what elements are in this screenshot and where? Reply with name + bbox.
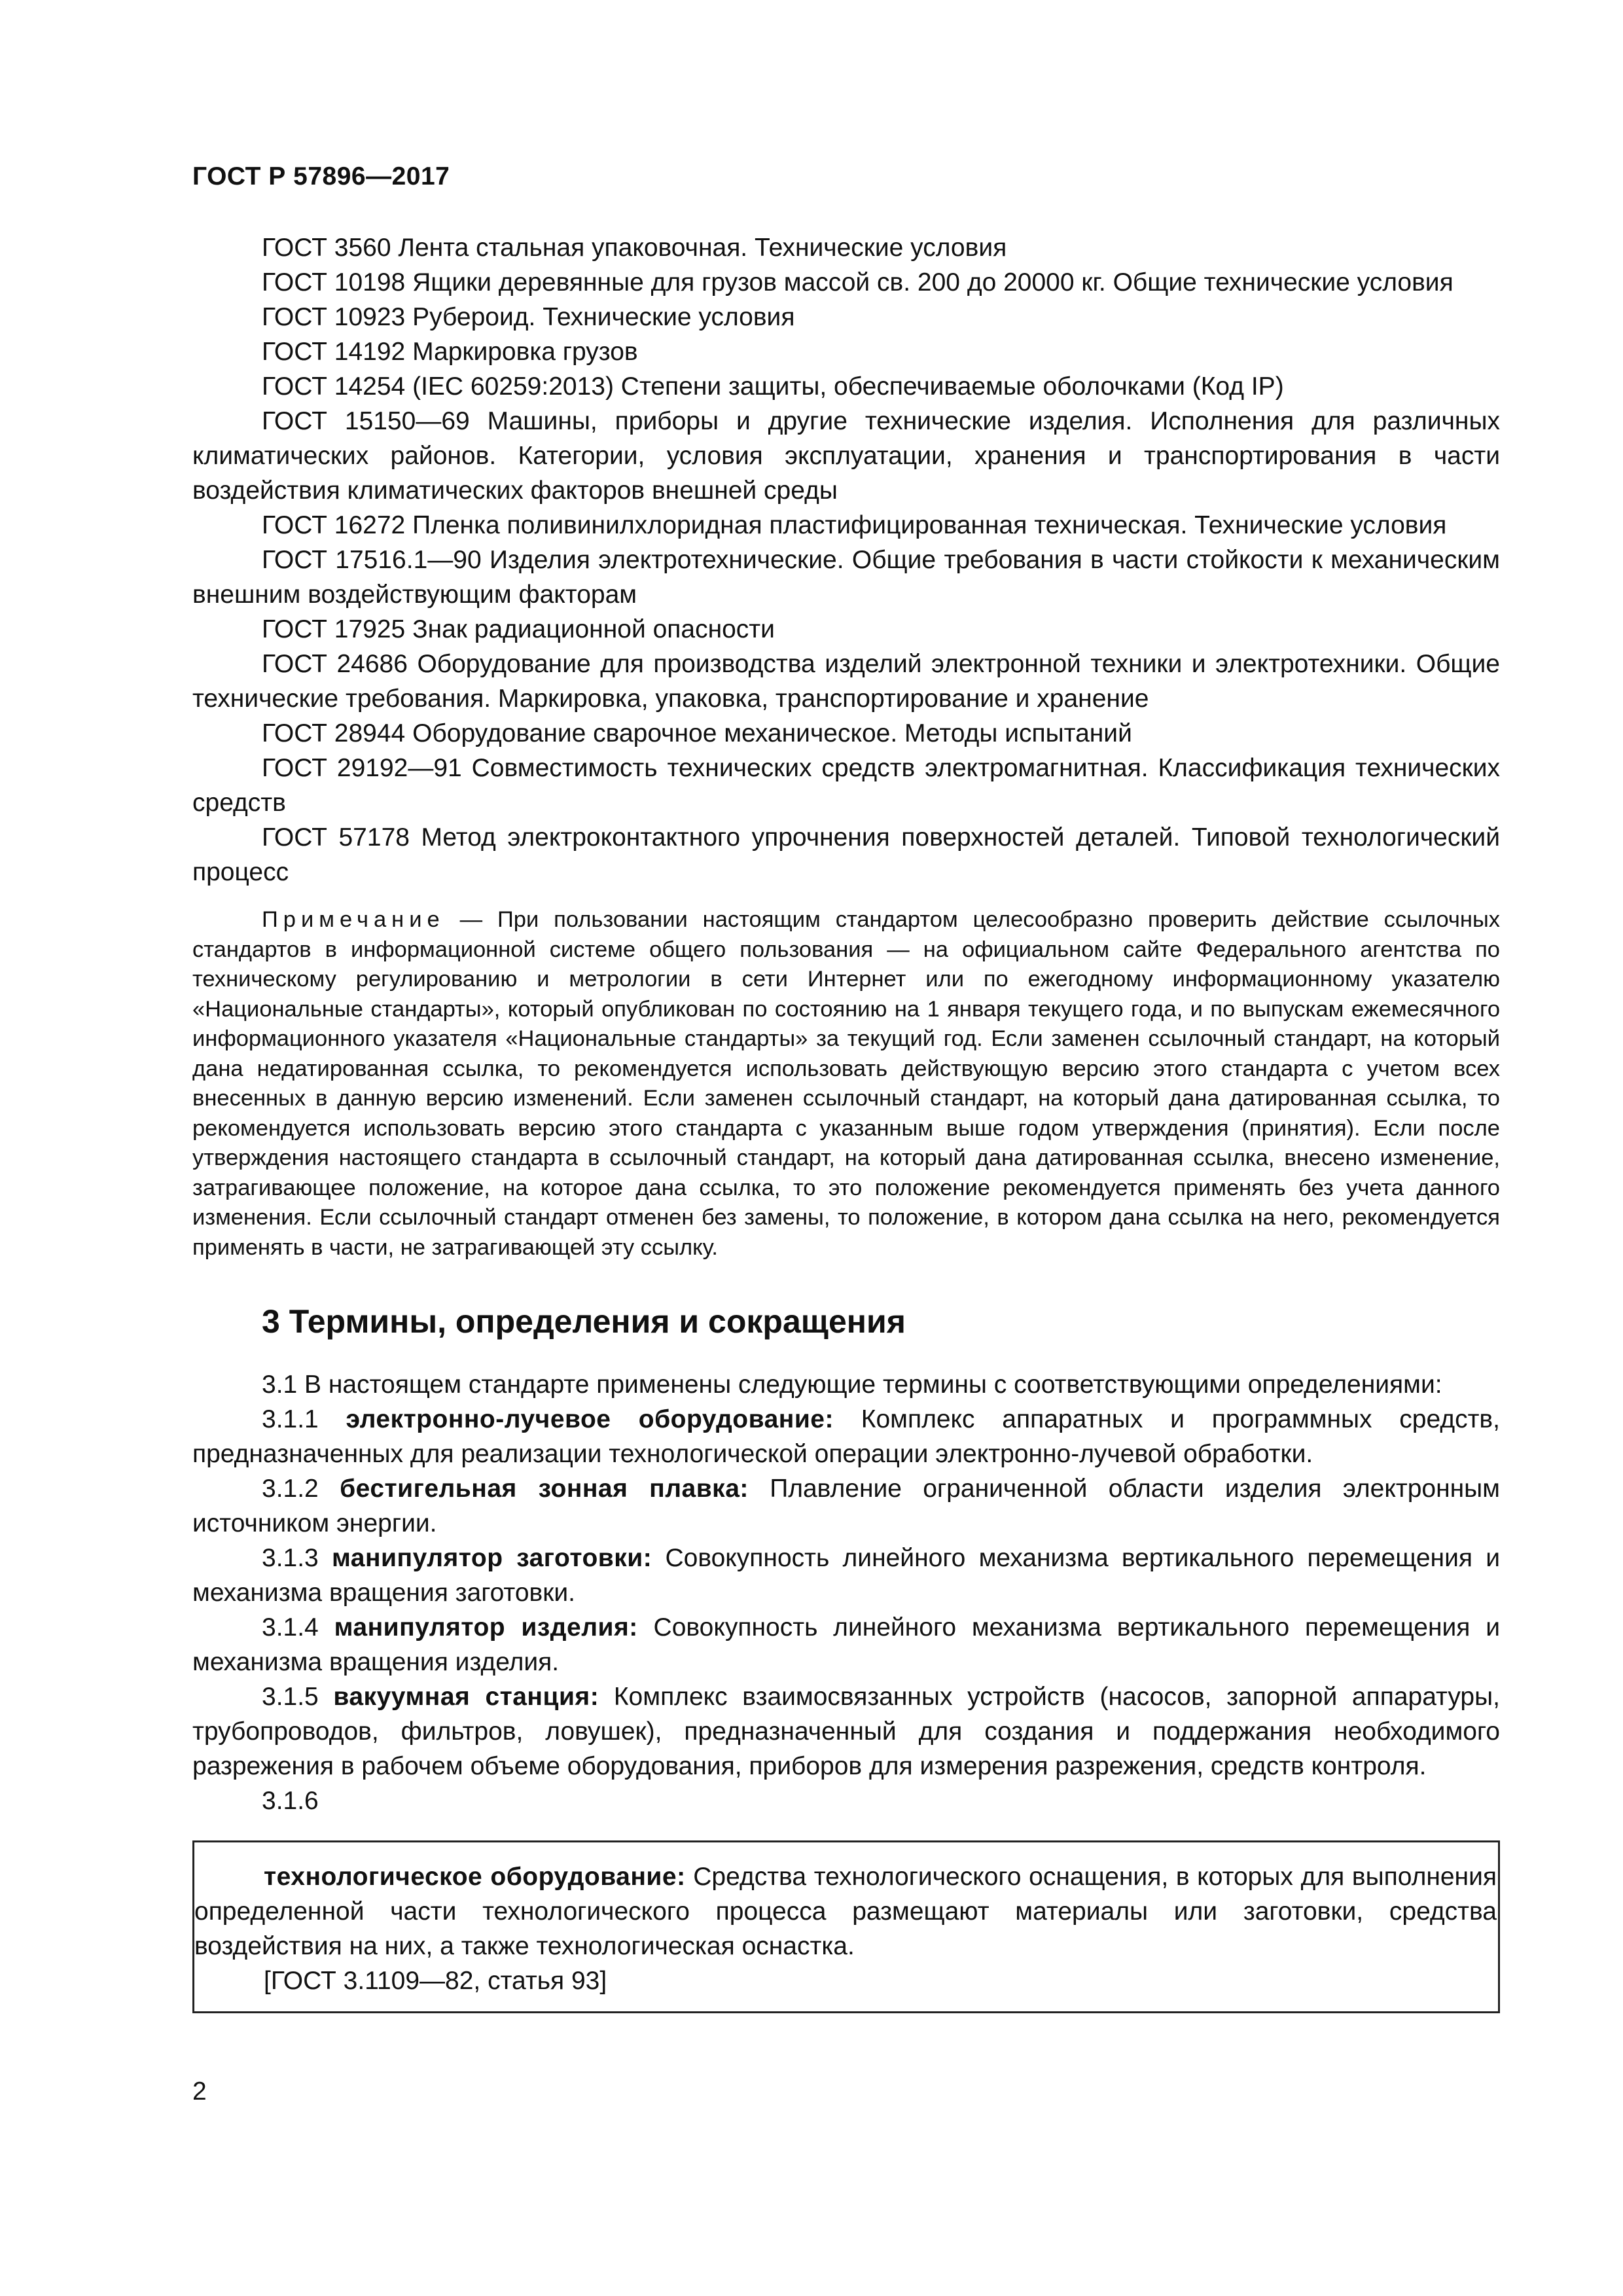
term-number: 3.1.5 (262, 1683, 319, 1711)
section-heading: 3 Термины, определения и сокращения (262, 1303, 906, 1340)
reference-item: ГОСТ 28944 Оборудование сварочное механическое. Методы испытаний (262, 719, 1132, 747)
note-label: Примечание (262, 907, 445, 932)
term-number: 3.1.1 (262, 1405, 319, 1433)
term-definition: Совокупность линейного механизма вертикального перемещения и механизма вращения заготовки. (192, 1544, 1500, 1607)
term-name: манипулятор заготовки: (331, 1544, 652, 1572)
normative-references-list (192, 230, 1500, 889)
reference-item: ГОСТ 10198 Ящики деревянные для грузов массой св. 200 до 20000 кг. Общие технические условия (262, 268, 1454, 296)
reference-item: ГОСТ 17925 Знак радиационной опасности (262, 615, 775, 643)
term-name: бестигельная зонная плавка: (340, 1475, 749, 1503)
reference-item: ГОСТ 17516.1—90 Изделия электротехнические. Общие требования в части стойкости к механическим внешним воздействующим факторам (192, 546, 1500, 609)
terms-intro: 3.1 В настоящем стандарте применены следующие термины с соответствующими определениями: (262, 1371, 1442, 1399)
term-entry (192, 1471, 1500, 1541)
term-number: 3.1.4 (262, 1613, 319, 1641)
page-content (192, 230, 1500, 2013)
term-definition: Комплекс взаимосвязанных устройств (насосов, запорной аппаратуры, трубопроводов, фильтров, ловушек), предназначенный для создания и поддержания необходимого разрежения в рабочем объеме оборудования, приборов для измерения разрежения, средств контроля. (192, 1683, 1500, 1780)
reference-item: ГОСТ 14254 (IEC 60259:2013) Степени защиты, обеспечиваемые оболочками (Код IP) (262, 372, 1284, 401)
reference-item: ГОСТ 29192—91 Совместимость технических средств электромагнитная. Классификация технических средств (192, 754, 1500, 817)
term-name: электронно-лучевое оборудование: (346, 1405, 834, 1433)
term-definition: Совокупность линейного механизма вертикального перемещения и механизма вращения изделия. (192, 1613, 1501, 1676)
reference-item: ГОСТ 14192 Маркировка грузов (262, 338, 638, 366)
reference-item: ГОСТ 10923 Рубероид. Технические условия (262, 303, 795, 331)
term-number: 3.1.2 (262, 1475, 319, 1503)
document-header-code: ГОСТ Р 57896—2017 (192, 162, 450, 190)
term-name: технологическое оборудование: (264, 1863, 686, 1891)
note-text: — При пользовании настоящим стандартом целесообразно проверить действие ссылочных стандартов в информационной системе общего пользования — на официальном сайте Федерального агентства по техническому регулированию и метрологии в сети Интернет или по ежегодному информационному указателю «Национальные стандарты», который опубликован по состоянию на 1 января текущего года, и по выпускам ежемесячного информационного указателя «Национальные стандарты» за текущий год. Если заменен ссылочный стандарт, на который дана недатированная ссылка, то рекомендуется использовать действующую версию этого стандарта с учетом всех внесенных в данную версию изменений. Если заменен ссылочный стандарт, на который дана датированная ссылка, то рекомендуется использовать версию этого стандарта с указанным выше годом утверждения (принятия). Если после утверждения настоящего стандарта в ссылочный стандарт, на который дана датированная ссылка, внесено изменение, затрагивающее положение, на которое дана ссылка, то это положение рекомендуется применять без учета данного изменения. Если ссылочный стандарт отменен без замены, то положение, в котором дана ссылка на него, рекомендуется применять в части, не затрагивающей эту ссылку. (192, 907, 1500, 1260)
reference-item: ГОСТ 15150—69 Машины, приборы и другие технические изделия. Исполнения для различных климатических районов. Категории, условия эксплуатации, хранения и транспортирования в части воздействия климатических факторов внешней среды (192, 407, 1500, 505)
term-number: 3.1.3 (262, 1544, 319, 1572)
term-entry (192, 1679, 1500, 1784)
term-source: [ГОСТ 3.1109—82, статья 93] (264, 1967, 607, 1995)
reference-item: ГОСТ 16272 Пленка поливинилхлоридная пластифицированная техническая. Технические условия (262, 511, 1447, 539)
references-note (192, 905, 1500, 1263)
term-entry (192, 1541, 1500, 1610)
term-entry (192, 1610, 1500, 1679)
term-entry (194, 1859, 1497, 1964)
term-name: манипулятор изделия: (334, 1613, 638, 1641)
term-entry (192, 1402, 1500, 1471)
term-number-3-1-6: 3.1.6 (262, 1787, 319, 1815)
quoted-term-box (192, 1840, 1500, 2013)
reference-item: ГОСТ 24686 Оборудование для производства изделий электронной техники и электротехники. Общие технические требования. Маркировка, упаковка, транспортирование и хранение (192, 650, 1500, 713)
terms-section (192, 1367, 1500, 2013)
term-definition: Плавление ограниченной области изделия электронным источником энергии. (192, 1475, 1500, 1537)
page-number: 2 (192, 2077, 207, 2106)
reference-item: ГОСТ 3560 Лента стальная упаковочная. Технические условия (262, 234, 1007, 262)
term-definition: Средства технологического оснащения, в которых для выполнения определенной части технологического процесса размещают материалы или заготовки, средства воздействия на них, а также технологическая оснастка. (194, 1863, 1497, 1960)
reference-item: ГОСТ 57178 Метод электроконтактного упрочнения поверхностей деталей. Типовой технологический процесс (192, 823, 1500, 886)
term-definition: Комплекс аппаратных и программных средств, предназначенных для реализации технологической операции электронно-лучевой обработки. (192, 1405, 1500, 1468)
term-name: вакуумная станция: (333, 1683, 599, 1711)
